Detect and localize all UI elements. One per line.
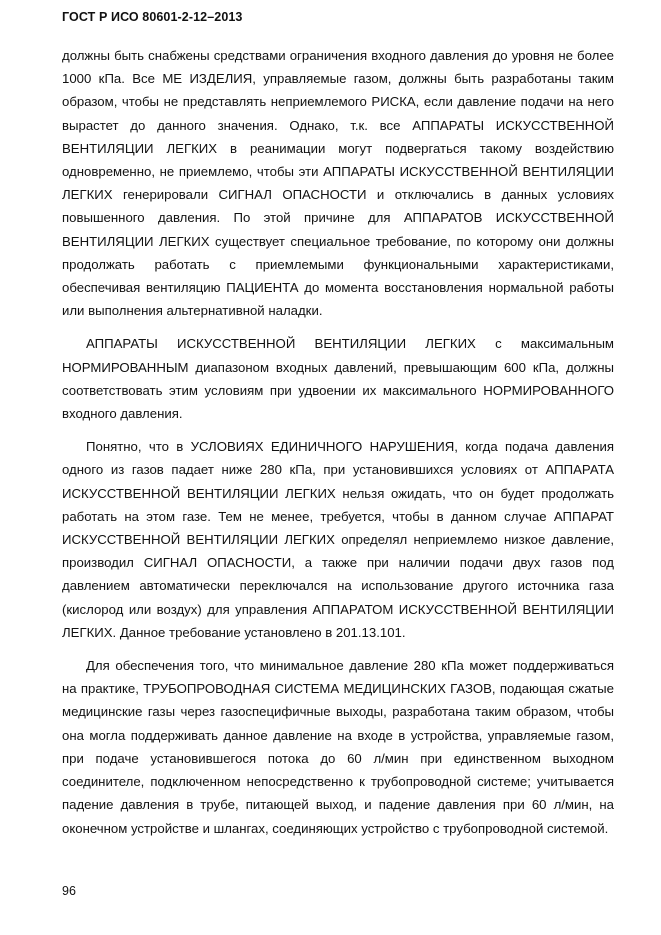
paragraph: Для обеспечения того, что минимальное давление 280 кПа может поддерживаться на практике, ТРУБОПРОВОДНАЯ СИСТЕМА МЕДИЦИНСКИХ ГАЗОВ, подающая сжатые медицинские газы через газоспецифичные выходы, разработана таким образом, чтобы она могла поддерживать данное давление на входе в устройства, управляемые газом, при подаче установившегося потока до 60 л/мин при единственном выходном соединителе, подключенном непосредственно к трубопроводной системе; учитывается падение давления в трубе, питающей выход, и падение давления при 60 л/мин, на оконечном устройстве и шлангах, соединяющих устройство с трубопроводной системой. — [62, 658, 614, 836]
paragraph: АППАРАТЫ ИСКУССТВЕННОЙ ВЕНТИЛЯЦИИ ЛЕГКИХ с максимальным НОРМИРОВАННЫМ диапазоном входных давлений, превышающим 600 кПа, должны соответствовать этим условиям при удвоении их максимального НОРМИРОВАННОГО входного давления. — [62, 336, 614, 422]
page-header-standard: ГОСТ Р ИСО 80601-2-12–2013 — [62, 10, 243, 24]
paragraph-continued: должны быть снабжены средствами ограничения входного давления до уровня не более 1000 кПа. Все МЕ ИЗДЕЛИЯ, управляемые газом, должны быть разработаны таким образом, чтобы не представлять неприемлемого РИСКА, если давление подачи на него вырастет до данного значения. Однако, т.к. все АППАРАТЫ ИСКУССТВЕННОЙ ВЕНТИЛЯЦИИ ЛЕГКИХ в реанимации могут подвергаться такому воздействию одновременно, не приемлемо, чтобы эти АППАРАТЫ ИСКУССТВЕННОЙ ВЕНТИЛЯЦИИ ЛЕГКИХ генерировали СИГНАЛ ОПАСНОСТИ и отключались в данных условиях повышенного давления. По этой причине для АППАРАТОВ ИСКУССТВЕННОЙ ВЕНТИЛЯЦИИ ЛЕГКИХ существует специальное требование, по которому они должны продолжать работать с приемлемыми функциональными характеристиками, обеспечивая вентиляцию ПАЦИЕНТА до момента восстановления нормальной работы или выполнения альтернативной наладки. — [62, 48, 614, 319]
document-body — [62, 44, 614, 840]
paragraph: Понятно, что в УСЛОВИЯХ ЕДИНИЧНОГО НАРУШЕНИЯ, когда подача давления одного из газов падает ниже 280 кПа, при установившихся условиях от АППАРАТА ИСКУССТВЕННОЙ ВЕНТИЛЯЦИИ ЛЕГКИХ нельзя ожидать, что он будет продолжать работать на этом газе. Тем не менее, требуется, чтобы в данном случае АППАРАТ ИСКУССТВЕННОЙ ВЕНТИЛЯЦИИ ЛЕГКИХ определял неприемлемо низкое давление, производил СИГНАЛ ОПАСНОСТИ, а также при наличии подачи двух газов под давлением автоматически переключался на использование другого источника газа (кислород или воздух) для управления АППАРАТОМ ИСКУССТВЕННОЙ ВЕНТИЛЯЦИИ ЛЕГКИХ. Данное требование установлено в 201.13.101. — [62, 439, 614, 640]
page-number: 96 — [62, 884, 76, 898]
